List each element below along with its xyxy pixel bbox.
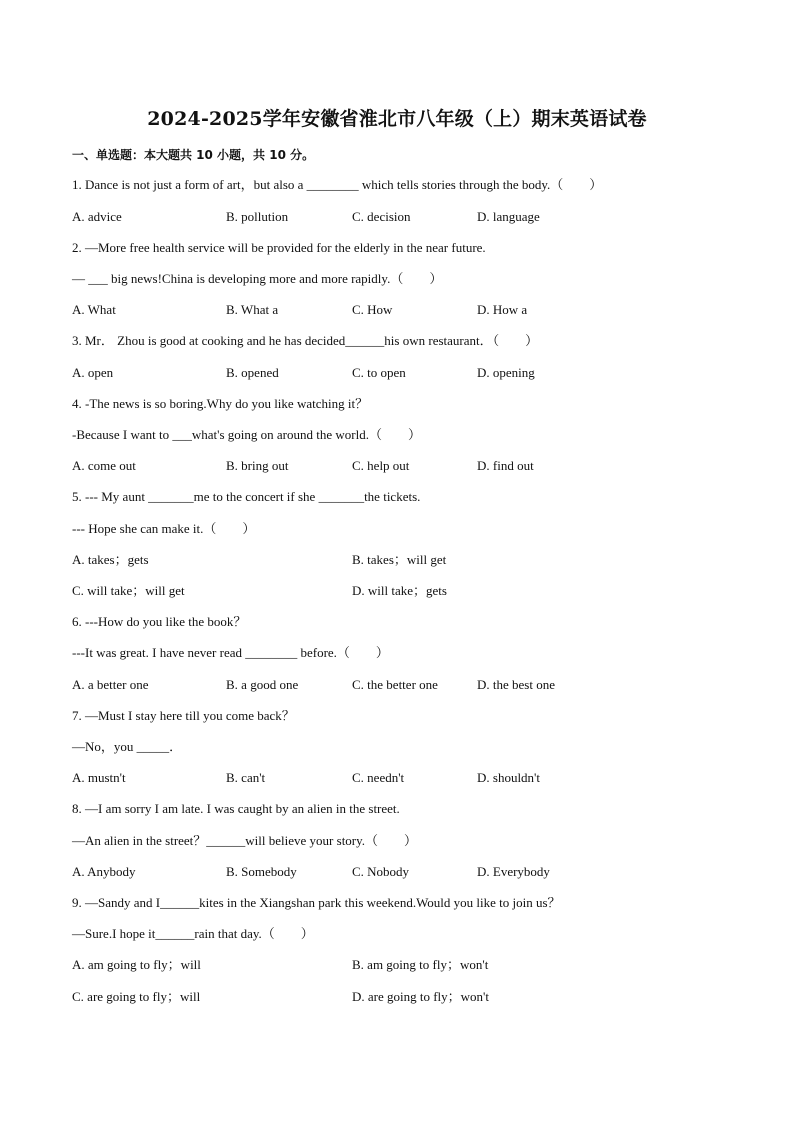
q6-option-d: D. the best one bbox=[477, 677, 555, 692]
q3-option-b: B. opened bbox=[226, 365, 279, 380]
q4-option-a: A. come out bbox=[72, 458, 136, 473]
question-6-stem-line2: ---It was great. I have never read ________ before.（ ） bbox=[72, 645, 389, 660]
q1-option-a: A. advice bbox=[72, 209, 122, 224]
q1-option-c: C. decision bbox=[352, 209, 411, 224]
q3-option-d: D. opening bbox=[477, 365, 535, 380]
question-2-stem: 2. —More free health service will be provided for the elderly in the near future. bbox=[72, 240, 486, 255]
question-1-stem: 1. Dance is not just a form of art，but also a ________ which tells stories through the body.（ ） bbox=[72, 177, 603, 192]
q6-option-a: A. a better one bbox=[72, 677, 149, 692]
question-8-stem: 8. —I am sorry I am late. I was caught by an alien in the street. bbox=[72, 801, 400, 816]
q8-option-c: C. Nobody bbox=[352, 864, 410, 879]
q9-option-b: B. am going to fly；won't bbox=[352, 957, 489, 972]
question-3-stem: 3. Mr． Zhou is good at cooking and he has decided______his own restaurant．（ ） bbox=[72, 333, 539, 348]
question-7-stem-line2: —No，you _____． bbox=[72, 739, 183, 754]
question-6-stem: 6. ---How do you like the book？ bbox=[72, 614, 247, 629]
page-title: 2024-2025学年安徽省淮北市八年级（上）期末英语试卷 bbox=[147, 108, 647, 130]
question-8-stem-line2: —An alien in the street？______will believe your story.（ ） bbox=[72, 833, 418, 848]
q5-option-b: B. takes；will get bbox=[352, 552, 447, 567]
question-9-stem-line2: —Sure.I hope it______rain that day.（ ） bbox=[72, 926, 314, 941]
q7-option-d: D. shouldn't bbox=[477, 770, 541, 785]
q8-option-b: B. Somebody bbox=[226, 864, 297, 879]
q4-option-c: C. help out bbox=[352, 458, 410, 473]
q5-option-a: A. takes；gets bbox=[72, 552, 149, 567]
q9-option-a: A. am going to fly；will bbox=[72, 957, 201, 972]
q2-option-b: B. What a bbox=[226, 302, 279, 317]
q2-option-a: A. What bbox=[72, 302, 116, 317]
q2-option-c: C. How bbox=[352, 302, 393, 317]
q3-option-c: C. to open bbox=[352, 365, 406, 380]
question-5-stem-line2: --- Hope she can make it.（ ） bbox=[72, 521, 256, 536]
q1-option-b: B. pollution bbox=[226, 209, 289, 224]
question-4-stem-line2: -Because I want to ___what's going on around the world.（ ） bbox=[72, 427, 421, 442]
q9-option-c: C. are going to fly；will bbox=[72, 989, 201, 1004]
q1-option-d: D. language bbox=[477, 209, 540, 224]
q7-option-c: C. needn't bbox=[352, 770, 405, 785]
q6-option-b: B. a good one bbox=[226, 677, 299, 692]
question-9-stem: 9. —Sandy and I______kites in the Xiangshan park this weekend.Would you like to join us？ bbox=[72, 895, 561, 910]
question-5-stem: 5. --- My aunt _______me to the concert if she _______the tickets. bbox=[72, 489, 421, 504]
section-heading: 一、单选题：本大题共 10 小题，共 10 分。 bbox=[72, 148, 315, 162]
q2-option-d: D. How a bbox=[477, 302, 528, 317]
q9-option-d: D. are going to fly；won't bbox=[352, 989, 490, 1004]
q5-option-c: C. will take；will get bbox=[72, 583, 185, 598]
q7-option-a: A. mustn't bbox=[72, 770, 126, 785]
q5-option-d: D. will take；gets bbox=[352, 583, 447, 598]
question-2-stem-line2: — ___ big news!China is developing more and more rapidly.（ ） bbox=[72, 271, 443, 286]
q7-option-b: B. can't bbox=[226, 770, 266, 785]
q6-option-c: C. the better one bbox=[352, 677, 438, 692]
q4-option-b: B. bring out bbox=[226, 458, 289, 473]
q8-option-d: D. Everybody bbox=[477, 864, 550, 879]
q4-option-d: D. find out bbox=[477, 458, 534, 473]
q3-option-a: A. open bbox=[72, 365, 114, 380]
question-4-stem: 4. -The news is so boring.Why do you like watching it？ bbox=[72, 396, 369, 411]
q8-option-a: A. Anybody bbox=[72, 864, 136, 879]
question-7-stem: 7. —Must I stay here till you come back？ bbox=[72, 708, 295, 723]
